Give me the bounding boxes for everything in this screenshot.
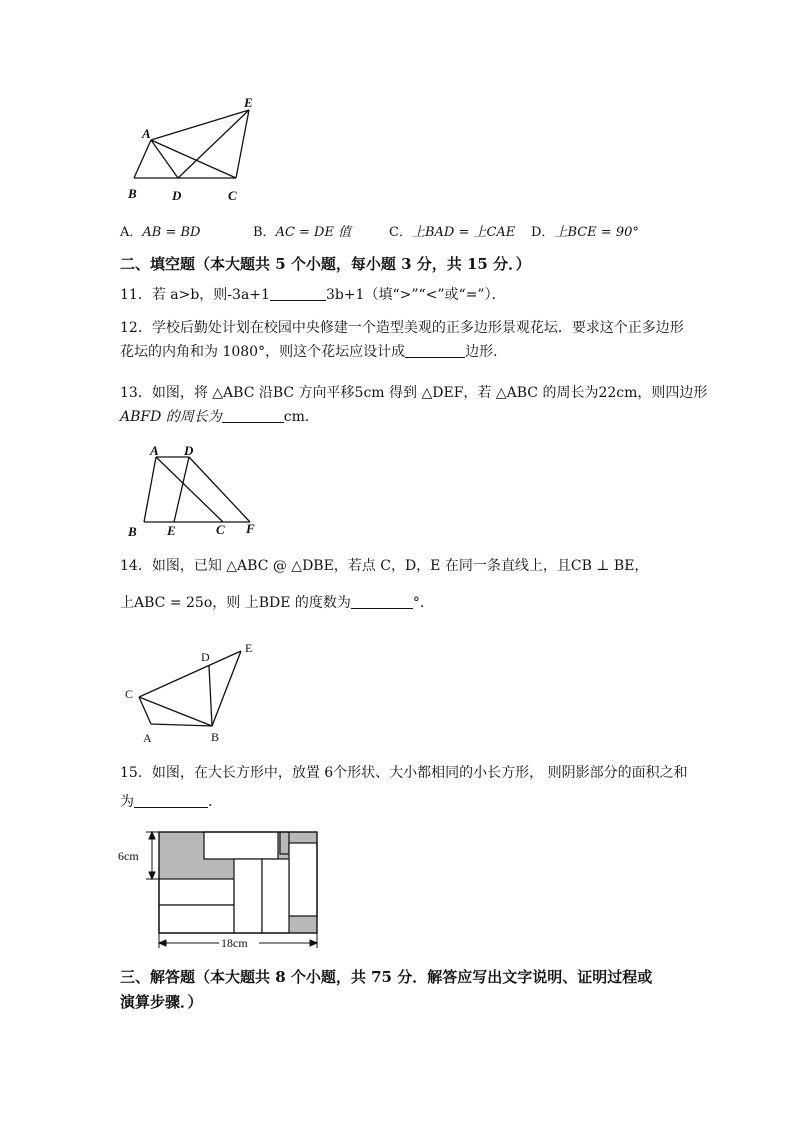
q10-label-b: B [128,186,137,201]
q10-option-a [120,224,200,242]
q13-text: ABFD 的周长为 [120,409,222,425]
q13-answer-blank[interactable] [222,408,284,423]
q15-text: 为 [120,794,134,810]
option-letter: B． [253,225,276,240]
q14-answer-blank[interactable] [351,594,413,609]
q15-width-label: 18cm [221,936,248,950]
q13-segment-ac [156,457,223,522]
q14-figure [118,638,268,750]
q14-segment-ab [151,724,212,726]
section-3-heading-line-1: 三、解答题（本大题共 8 个小题，共 75 分．解答应写出文字说明、证明过程或 [120,968,653,986]
question-14-line-2 [120,593,434,613]
q14-label-a: A [143,731,152,745]
q11-answer-blank[interactable] [270,286,326,301]
q13-label-e: E [167,523,176,538]
q12-answer-blank[interactable] [405,343,465,358]
question-15-line-2 [120,792,222,812]
q15-small-rect-left-1 [159,879,234,905]
q15-small-rect-top [204,832,278,859]
q15-figure [116,826,326,954]
q13-label-f: F [246,521,255,536]
q15-answer-blank[interactable] [134,793,208,808]
q13-segment-de [174,457,189,522]
q13-label-d: D [184,443,194,458]
q14-segment-db [209,666,212,726]
q10-option-d [531,224,639,242]
question-14-line-1: 14．如图，已知 △ABC @ △DBE，若点 C，D，E 在同一条直线上，且CB ⊥ BE， [120,558,649,574]
q15-shaded-region-bottom [289,916,317,933]
q13-label-c: C [216,522,225,537]
q13-figure [120,440,270,540]
q13-text-end: cm． [283,409,319,425]
q10-segment-ae [151,110,249,140]
q14-label-d: D [201,650,210,664]
q14-label-b: B [211,730,220,744]
option-text: AB = BD [142,225,201,240]
option-text: 上BCE = 90° [554,225,639,240]
option-letter: A． [120,225,143,240]
q12-text: 花坛的内角和为 1080°，则这个花坛应设计成 [120,344,406,360]
q10-label-e: E [244,95,253,110]
q13-segment-df [189,457,250,522]
q15-small-rect-right [289,843,317,916]
q13-label-b: B [128,524,137,539]
question-12-line-1: 12．学校后勤处计划在校园中央修建一个造型美观的正多边形景观花坛．要求这个正多边形 [120,320,684,336]
question-13-line-2 [120,407,319,427]
question-15-line-1: 15．如图，在大长方形中，放置 6个形状、大小都相同的小长方形， 则阴影部分的面积之和 [120,765,688,781]
q15-height-label: 6cm [118,849,139,863]
q13-label-a: A [150,443,159,458]
q10-label-d: D [172,188,182,203]
q11-text: 11．若 a>b，则-3a+1 [120,287,270,303]
option-text: 上BAD = 上CAE [411,225,516,240]
q14-text-end: °． [412,595,434,611]
option-letter: D． [531,225,555,240]
q15-small-rect-left-2 [159,905,234,933]
option-letter: C． [389,225,412,240]
q12-text-end: 边形． [465,344,508,360]
q10-figure [118,94,268,209]
q14-label-c: C [125,687,134,701]
q15-text-end: ． [208,794,222,810]
q15-shaded-notch [280,832,289,854]
q13-segment-ab [144,457,156,522]
q11-text-end: 3b+1（填“>”“<”或“=”）． [325,287,506,303]
q14-text: 上ABC = 25o，则 上BDE 的度数为 [120,595,351,611]
q10-segment-ab [134,140,151,178]
section-3-heading-line-2: 演算步骤．） [120,993,203,1011]
q15-small-rect-mid-1 [234,859,262,933]
q14-label-e: E [245,641,253,655]
q15-small-rect-mid-2 [262,859,289,933]
q10-option-c [389,224,515,242]
q10-label-c: C [228,188,237,203]
question-11 [120,285,506,305]
question-12-line-2 [120,342,507,362]
option-text: AC = DE 值 [275,225,352,240]
q10-option-b [253,224,351,242]
q10-label-a: A [142,126,151,141]
section-2-heading: 二、填空题（本大题共 5 个小题，每小题 3 分，共 15 分．） [120,255,531,273]
question-13-line-1: 13．如图，将 △ABC 沿BC 方向平移5cm 得到 △DEF，若 △ABC 的周长为22cm，则四边形 [120,385,708,401]
